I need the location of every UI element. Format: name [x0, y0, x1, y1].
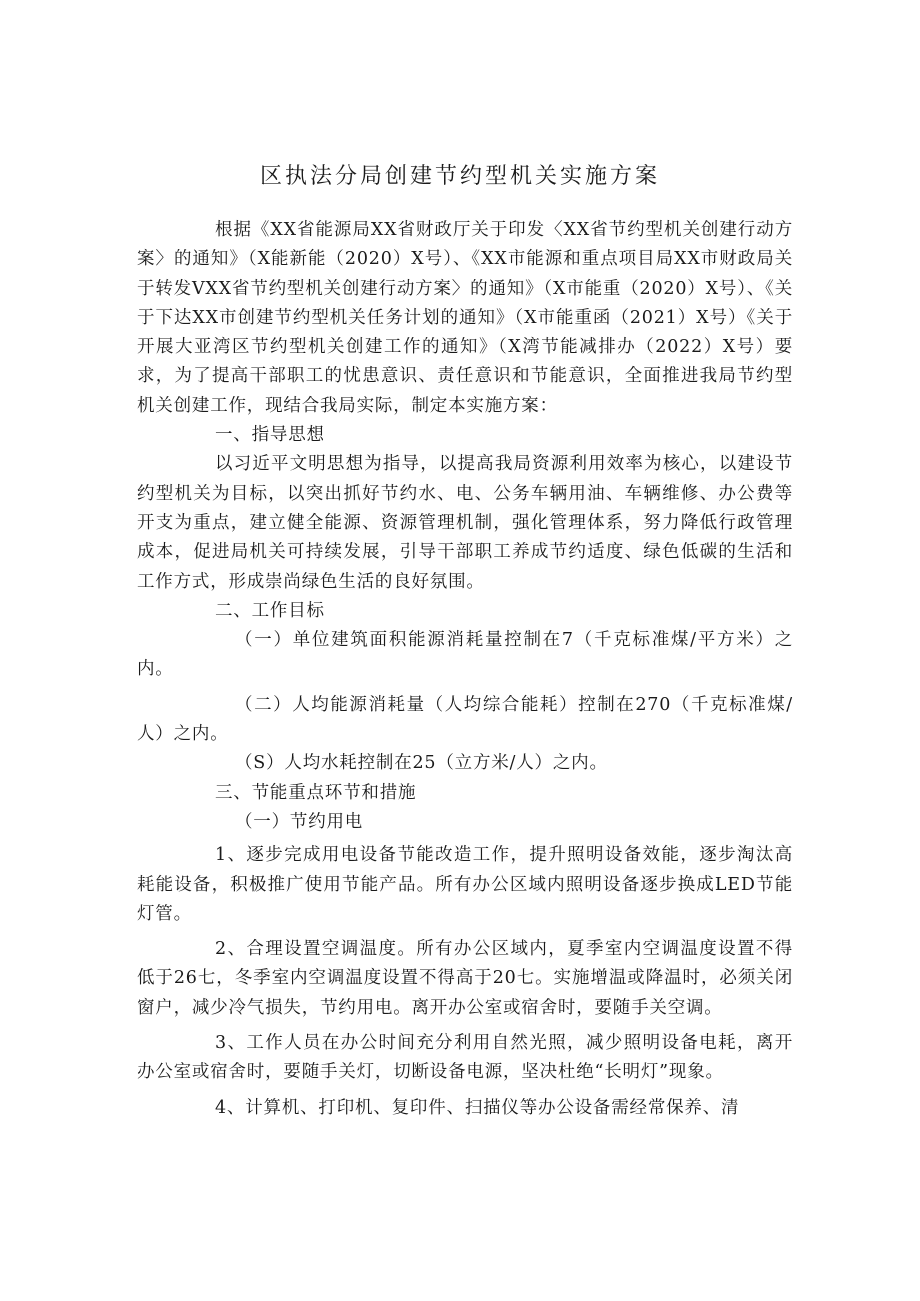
section-heading-guiding-ideology: 一、指导思想	[215, 425, 325, 446]
section-heading-measures: 三、节能重点环节和措施	[215, 782, 417, 803]
measure-item-2: 2、合理设置空调温度。所有办公区域内，夏季室内空调温度设置不得低于26七，冬季室内空调温度设置不得高于20七。实施增温或降温时，必须关闭窗户，减少冷气损失，节约用电。离开办公室或宿舍时，要随手关空调。	[137, 939, 793, 1018]
document-title: 区执法分局创建节约型机关实施方案	[259, 164, 660, 189]
goal-item-3: （S）人均水耗控制在25（立方米/人）之内。	[235, 753, 608, 774]
subsection-heading-save-electricity: （一）节约用电	[235, 811, 364, 832]
measure-item-3: 3、工作人员在办公时间充分利用自然光照，减少照明设备电耗，离开办公室或宿舍时，要随手关灯，切断设备电源，坚决杜绝“长明灯”现象。	[137, 1033, 793, 1083]
section-heading-work-goals: 二、工作目标	[215, 600, 325, 621]
measure-item-4: 4、计算机、打印机、复印件、扫描仪等办公设备需经常保养、清	[215, 1097, 740, 1118]
goal-item-2: （二）人均能源消耗量（人均综合能耗）控制在270（千克标准煤/人）之内。	[137, 694, 793, 745]
intro-paragraph: 根据《XX省能源局XX省财政厅关于印发〈XX省节约型机关创建行动方案〉的通知》（X能新能（2020）X号）、《XX市能源和重点项目局XX市财政局关于转发VXX省节约型机关创建行动方案〉的通知》（X市能重（2020）X号）、《关于下达XX市创建节约型机关任务计划的通知》（X市能重函（2021）X号）《关于开展大亚湾区节约型机关创建工作的通知》（X湾节能减排办（2022）X号）要求，为了提高干部职工的忧患意识、责任意识和节能意识，全面推进我局节约型机关创建工作，现结合我局实际，制定本实施方案：	[137, 220, 793, 416]
guiding-ideology-paragraph: 以习近平文明思想为指导，以提高我局资源利用效率为核心，以建设节约型机关为目标，以突出抓好节约水、电、公务车辆用油、车辆维修、办公费等开支为重点，建立健全能源、资源管理机制，强化管理体系，努力降低行政管理成本，促进局机关可持续发展，引导干部职工养成节约适度、绿色低碳的生活和工作方式，形成崇尚绿色生活的良好氛围。	[137, 454, 793, 592]
measure-item-1: 1、逐步完成用电设备节能改造工作，提升照明设备效能，逐步淘汰高耗能设备，积极推广使用节能产品。所有办公区域内照明设备逐步换成LED节能灯管。	[137, 845, 793, 924]
goal-item-1: （一）单位建筑面积能源消耗量控制在7（千克标准煤/平方米）之内。	[137, 630, 793, 680]
document-body	[137, 216, 793, 1123]
